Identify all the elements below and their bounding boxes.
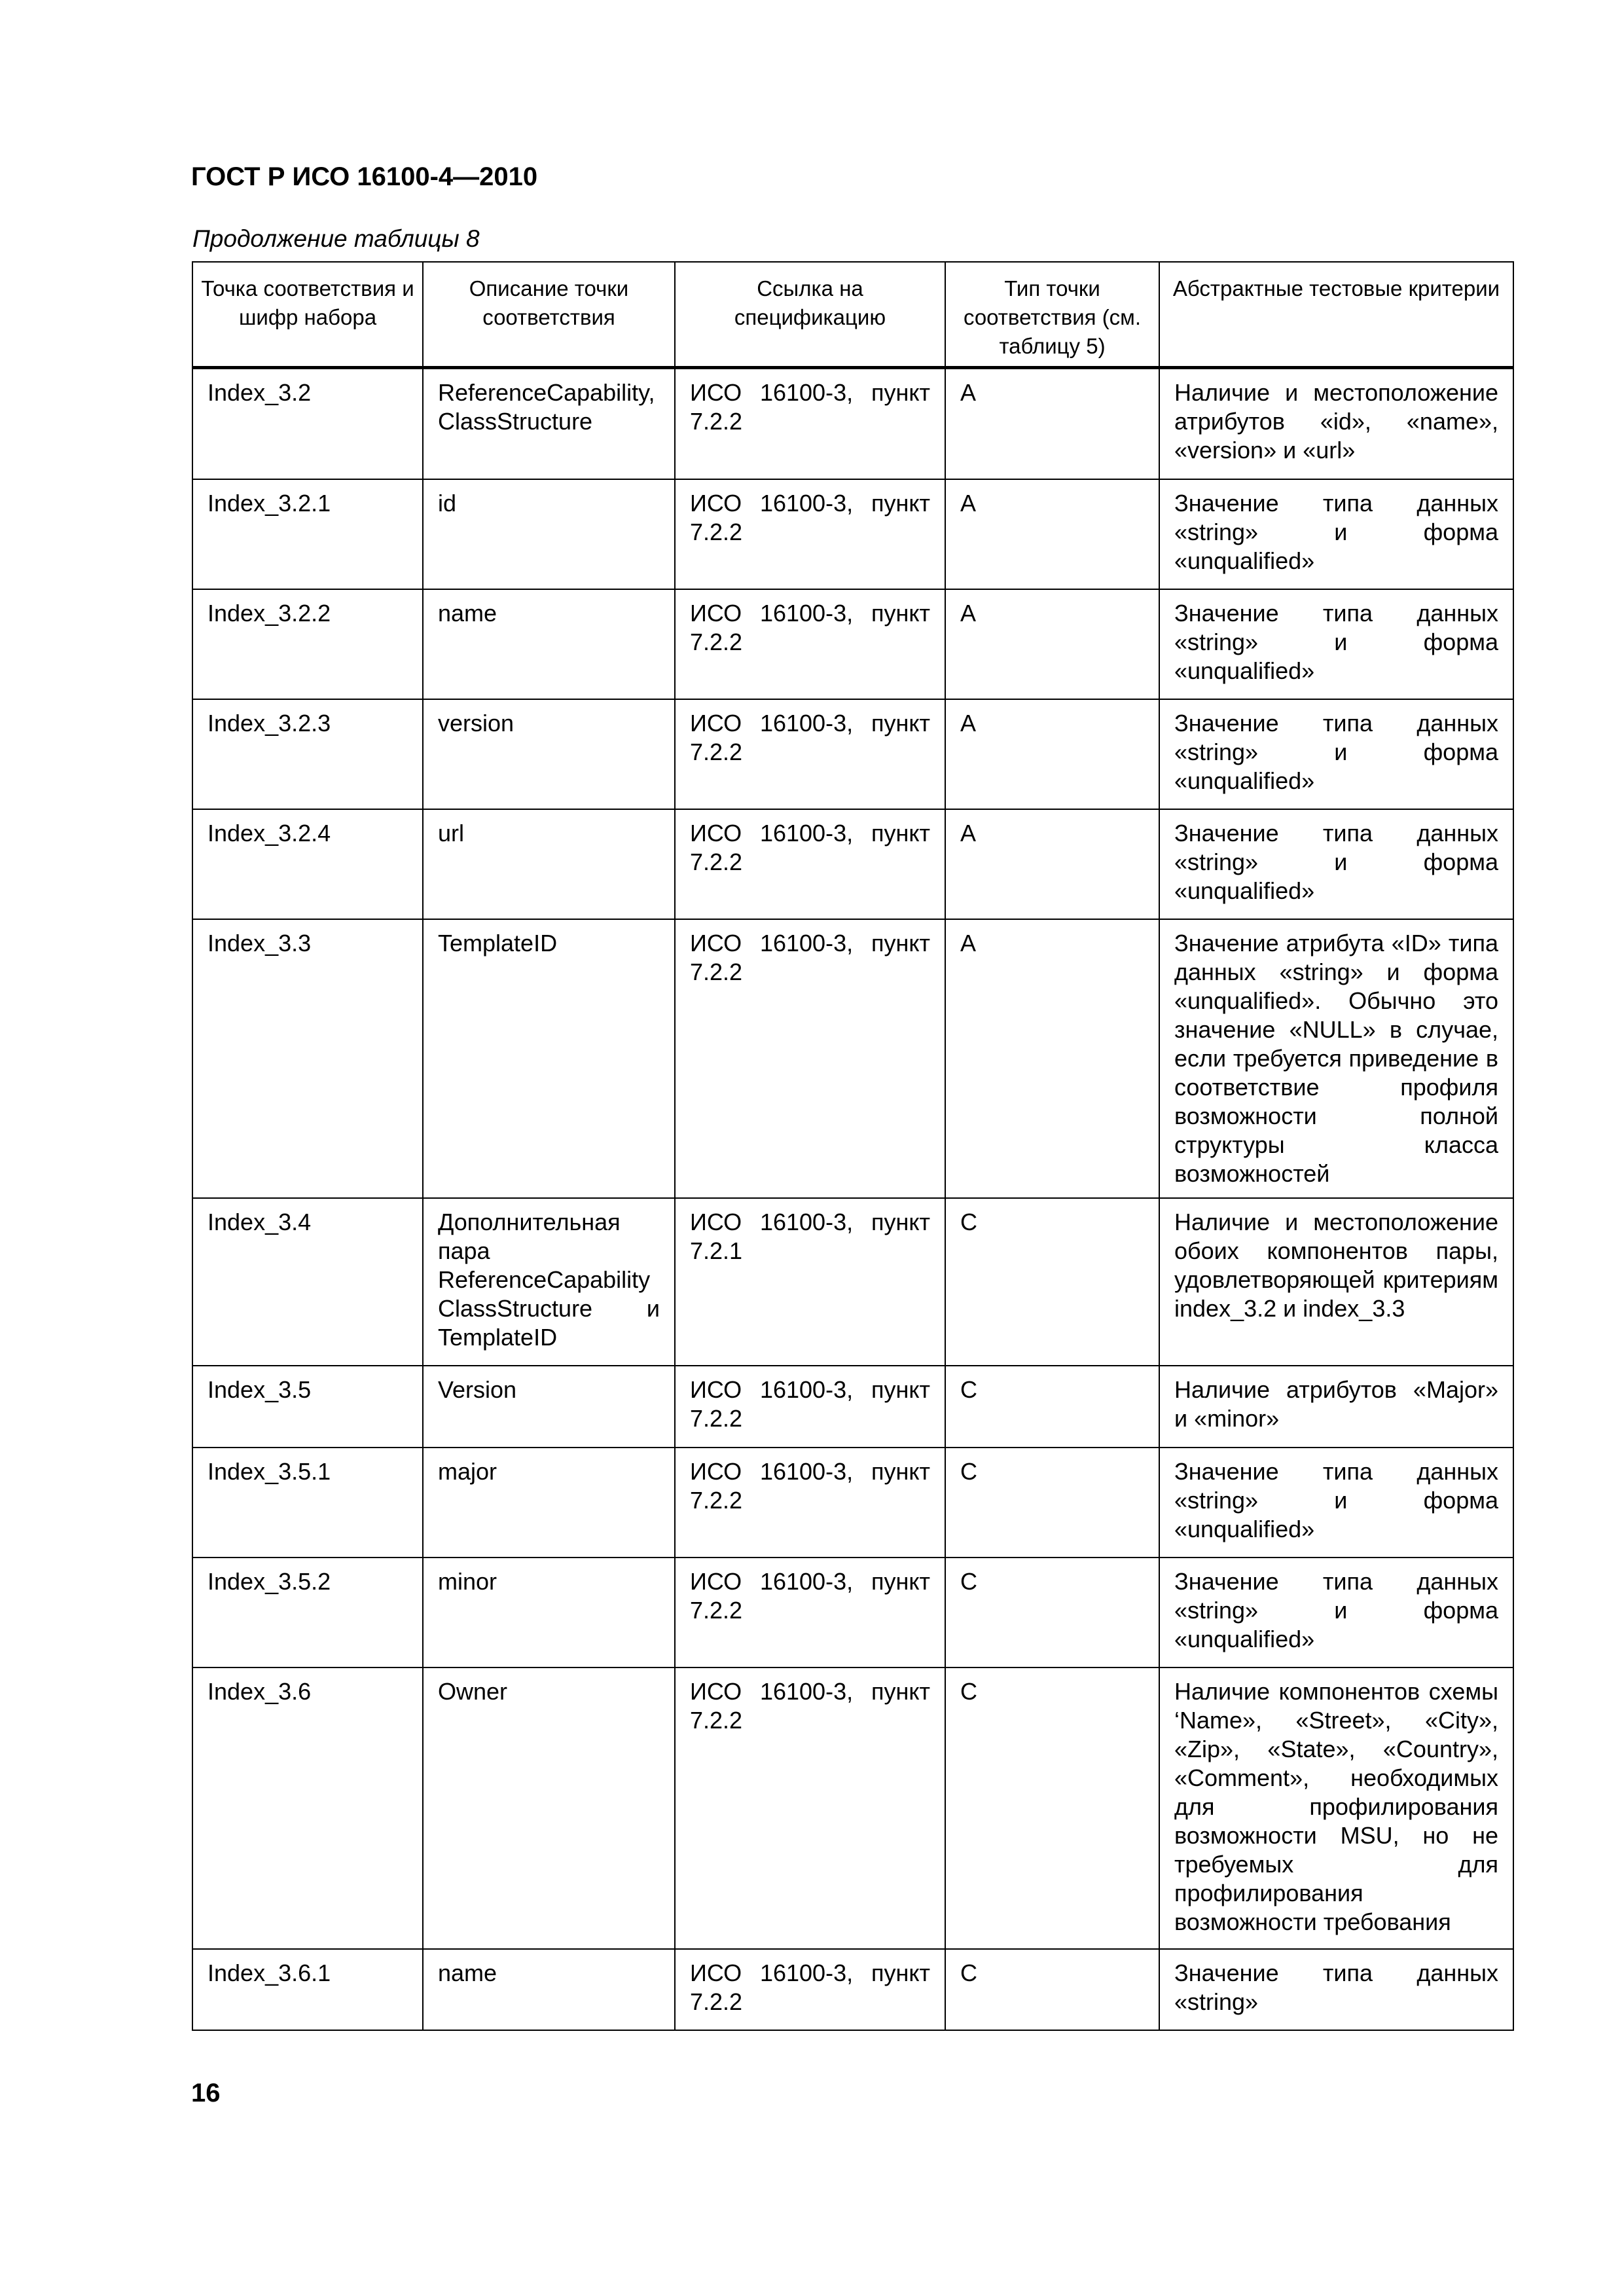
table-row [192, 368, 1513, 479]
table-row [192, 1949, 1513, 2030]
cell-description: major [423, 1448, 675, 1558]
cell-reference: ИСО 16100-3, пункт 7.2.2 [675, 589, 945, 699]
cell-reference: ИСО 16100-3, пункт 7.2.2 [675, 1949, 945, 2030]
table-row [192, 1366, 1513, 1448]
conformance-table [192, 261, 1514, 2031]
column-header-description: Описание точки соответствия [423, 262, 675, 368]
cell-point: Index_3.2.1 [192, 479, 423, 589]
cell-criteria: Значение типа данных «string» [1159, 1949, 1513, 2030]
cell-description: Version [423, 1366, 675, 1448]
cell-type: C [945, 1667, 1159, 1949]
cell-reference: ИСО 16100-3, пункт 7.2.2 [675, 919, 945, 1198]
column-header-criteria: Абстрактные тестовые критерии [1159, 262, 1513, 368]
table-row [192, 1667, 1513, 1949]
cell-type: C [945, 1558, 1159, 1667]
table-row [192, 1558, 1513, 1667]
cell-description: name [423, 1949, 675, 2030]
cell-point: Index_3.5.2 [192, 1558, 423, 1667]
cell-criteria: Значение типа данных «string» и форма «unqualified» [1159, 479, 1513, 589]
table-body [192, 368, 1513, 2030]
cell-type: C [945, 1366, 1159, 1448]
cell-point: Index_3.2.4 [192, 809, 423, 919]
cell-type: A [945, 699, 1159, 809]
cell-description: Дополнительная пара ReferenceCapabilityClassStructure и TemplateID [423, 1198, 675, 1366]
cell-criteria: Значение типа данных «string» и форма «unqualified» [1159, 589, 1513, 699]
cell-type: C [945, 1949, 1159, 2030]
column-header-type: Тип точки соответствия (см. таблицу 5) [945, 262, 1159, 368]
cell-description: ReferenceCapability, ClassStructure [423, 368, 675, 479]
cell-reference: ИСО 16100-3, пункт 7.2.2 [675, 1366, 945, 1448]
table-row [192, 479, 1513, 589]
cell-type: A [945, 479, 1159, 589]
cell-criteria: Наличие атрибутов «Major» и «minor» [1159, 1366, 1513, 1448]
cell-reference: ИСО 16100-3, пункт 7.2.2 [675, 1558, 945, 1667]
table-row [192, 809, 1513, 919]
cell-type: A [945, 809, 1159, 919]
cell-reference: ИСО 16100-3, пункт 7.2.2 [675, 1667, 945, 1949]
cell-reference: ИСО 16100-3, пункт 7.2.2 [675, 1448, 945, 1558]
cell-point: Index_3.4 [192, 1198, 423, 1366]
cell-reference: ИСО 16100-3, пункт 7.2.1 [675, 1198, 945, 1366]
table-row [192, 589, 1513, 699]
table-row [192, 919, 1513, 1198]
table-row [192, 1198, 1513, 1366]
cell-description: TemplateID [423, 919, 675, 1198]
cell-criteria: Значение атрибута «ID» типа данных «string» и форма «unqualified». Обычно это значение «NULL» в случае, если требуется приведение в соответствие профиля возможности полной структуры класса возможностей [1159, 919, 1513, 1198]
table-header [192, 262, 1513, 368]
cell-type: A [945, 589, 1159, 699]
cell-description: version [423, 699, 675, 809]
cell-point: Index_3.3 [192, 919, 423, 1198]
table-row [192, 699, 1513, 809]
cell-point: Index_3.5.1 [192, 1448, 423, 1558]
cell-description: id [423, 479, 675, 589]
cell-point: Index_3.6 [192, 1667, 423, 1949]
cell-type: C [945, 1198, 1159, 1366]
cell-description: minor [423, 1558, 675, 1667]
cell-description: name [423, 589, 675, 699]
cell-point: Index_3.2.2 [192, 589, 423, 699]
table-row [192, 1448, 1513, 1558]
header-row [192, 262, 1513, 368]
cell-point: Index_3.2 [192, 368, 423, 479]
cell-type: A [945, 368, 1159, 479]
column-header-reference: Ссылка на спецификацию [675, 262, 945, 368]
cell-point: Index_3.2.3 [192, 699, 423, 809]
cell-criteria: Наличие и местоположение обоих компонентов пары, удовлетворяющей критериям index_3.2 и index_3.3 [1159, 1198, 1513, 1366]
cell-criteria: Значение типа данных «string» и форма «unqualified» [1159, 1448, 1513, 1558]
cell-reference: ИСО 16100-3, пункт 7.2.2 [675, 699, 945, 809]
cell-criteria: Наличие и местоположение атрибутов «id», «name», «version» и «url» [1159, 368, 1513, 479]
cell-criteria: Значение типа данных «string» и форма «unqualified» [1159, 1558, 1513, 1667]
cell-type: C [945, 1448, 1159, 1558]
cell-description: url [423, 809, 675, 919]
cell-type: A [945, 919, 1159, 1198]
cell-reference: ИСО 16100-3, пункт 7.2.2 [675, 809, 945, 919]
column-header-point: Точка соответствия и шифр набора [192, 262, 423, 368]
cell-criteria: Значение типа данных «string» и форма «unqualified» [1159, 809, 1513, 919]
page-number: 16 [191, 2079, 221, 2107]
cell-point: Index_3.5 [192, 1366, 423, 1448]
cell-reference: ИСО 16100-3, пункт 7.2.2 [675, 368, 945, 479]
cell-reference: ИСО 16100-3, пункт 7.2.2 [675, 479, 945, 589]
document-title: ГОСТ Р ИСО 16100-4—2010 [191, 162, 538, 191]
cell-point: Index_3.6.1 [192, 1949, 423, 2030]
cell-criteria: Значение типа данных «string» и форма «unqualified» [1159, 699, 1513, 809]
cell-criteria: Наличие компонентов схемы ‘Name», «Street», «City», «Zip», «State», «Country», «Comment», необходимых для профилирования возможности MSU, но не требуемых для профилирования возможности требования [1159, 1667, 1513, 1949]
cell-description: Owner [423, 1667, 675, 1949]
table-caption: Продолжение таблицы 8 [192, 225, 480, 252]
